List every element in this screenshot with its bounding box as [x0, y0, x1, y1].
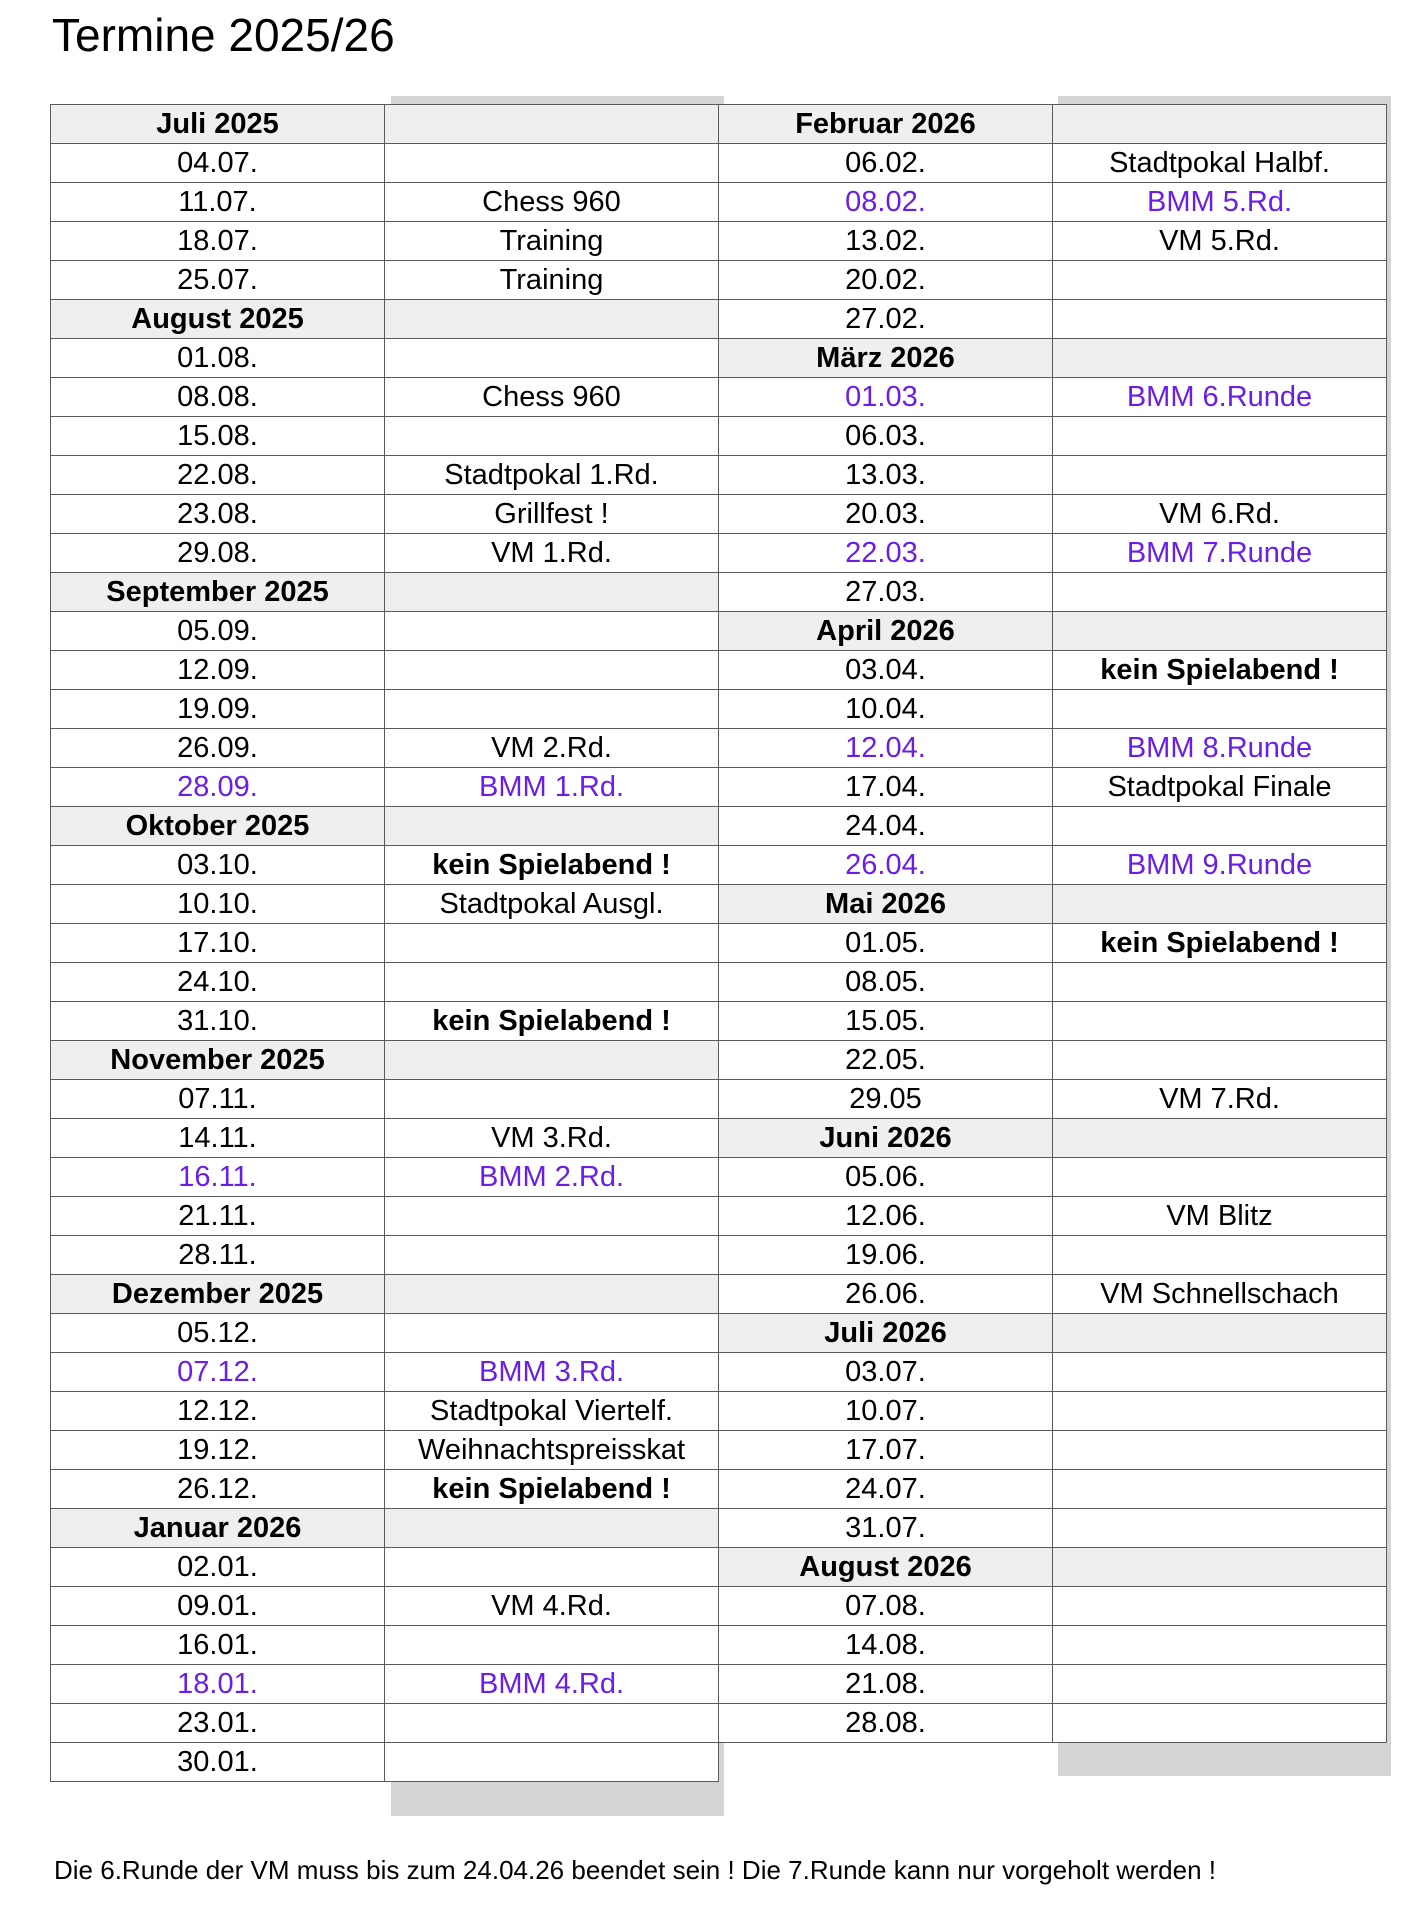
schedule-table-right	[718, 104, 1387, 1743]
event-cell: VM 6.Rd.	[1053, 495, 1387, 534]
event-cell	[1053, 261, 1387, 300]
date-cell: 07.08.	[719, 1587, 1053, 1626]
date-cell: 01.08.	[51, 339, 385, 378]
date-cell: 03.10.	[51, 846, 385, 885]
table-row	[51, 924, 719, 963]
event-cell	[385, 1743, 719, 1782]
date-cell: 04.07.	[51, 144, 385, 183]
table-row	[51, 495, 719, 534]
event-cell: kein Spielabend !	[1053, 924, 1387, 963]
date-cell: 06.03.	[719, 417, 1053, 456]
date-cell: 15.08.	[51, 417, 385, 456]
date-cell: 08.05.	[719, 963, 1053, 1002]
event-cell	[1053, 1626, 1387, 1665]
month-header-row	[719, 612, 1387, 651]
date-cell: 27.03.	[719, 573, 1053, 612]
event-cell	[1053, 1353, 1387, 1392]
event-cell	[1053, 1509, 1387, 1548]
table-row	[719, 1080, 1387, 1119]
event-cell	[385, 339, 719, 378]
event-cell	[385, 300, 719, 339]
month-label: Juni 2026	[719, 1119, 1053, 1158]
event-cell: BMM 3.Rd.	[385, 1353, 719, 1392]
date-cell: 28.08.	[719, 1704, 1053, 1743]
date-cell: 16.01.	[51, 1626, 385, 1665]
event-cell: VM 5.Rd.	[1053, 222, 1387, 261]
event-cell	[385, 1704, 719, 1743]
event-cell	[385, 807, 719, 846]
month-label: August 2025	[51, 300, 385, 339]
event-cell: Training	[385, 222, 719, 261]
table-row	[51, 1236, 719, 1275]
date-cell: 14.11.	[51, 1119, 385, 1158]
schedule-table-left	[50, 104, 719, 1782]
date-cell: 24.07.	[719, 1470, 1053, 1509]
month-header-row	[51, 807, 719, 846]
month-label: März 2026	[719, 339, 1053, 378]
date-cell: 12.06.	[719, 1197, 1053, 1236]
date-cell: 19.06.	[719, 1236, 1053, 1275]
table-row	[51, 1548, 719, 1587]
date-cell: 12.12.	[51, 1392, 385, 1431]
event-cell	[385, 1314, 719, 1353]
table-row	[719, 1470, 1387, 1509]
event-cell: Chess 960	[385, 378, 719, 417]
event-cell	[1053, 339, 1387, 378]
date-cell: 18.01.	[51, 1665, 385, 1704]
date-cell: 27.02.	[719, 300, 1053, 339]
event-cell	[1053, 1392, 1387, 1431]
date-cell: 19.09.	[51, 690, 385, 729]
table-row	[719, 456, 1387, 495]
date-cell: 25.07.	[51, 261, 385, 300]
table-row	[51, 1080, 719, 1119]
month-label: April 2026	[719, 612, 1053, 651]
table-row	[51, 651, 719, 690]
event-cell	[385, 924, 719, 963]
event-cell: VM 4.Rd.	[385, 1587, 719, 1626]
table-row	[719, 1665, 1387, 1704]
table-row	[719, 1509, 1387, 1548]
table-row	[719, 1587, 1387, 1626]
table-row	[719, 495, 1387, 534]
table-row	[719, 1236, 1387, 1275]
date-cell: 03.04.	[719, 651, 1053, 690]
date-cell: 12.04.	[719, 729, 1053, 768]
date-cell: 05.12.	[51, 1314, 385, 1353]
month-label: September 2025	[51, 573, 385, 612]
table-row	[51, 378, 719, 417]
event-cell	[1053, 1665, 1387, 1704]
date-cell: 29.08.	[51, 534, 385, 573]
table-row	[719, 1353, 1387, 1392]
month-header-row	[719, 885, 1387, 924]
date-cell: 01.05.	[719, 924, 1053, 963]
table-row	[719, 222, 1387, 261]
table-row	[51, 1119, 719, 1158]
table-row	[51, 690, 719, 729]
month-label: August 2026	[719, 1548, 1053, 1587]
event-cell	[385, 105, 719, 144]
table-row	[51, 1587, 719, 1626]
date-cell: 22.08.	[51, 456, 385, 495]
event-cell: kein Spielabend !	[385, 846, 719, 885]
month-label: Mai 2026	[719, 885, 1053, 924]
event-cell	[1053, 1548, 1387, 1587]
date-cell: 10.04.	[719, 690, 1053, 729]
event-cell	[385, 1080, 719, 1119]
month-header-row	[719, 1548, 1387, 1587]
table-row	[51, 1626, 719, 1665]
event-cell	[1053, 456, 1387, 495]
month-header-row	[51, 1275, 719, 1314]
page-title: Termine 2025/26	[52, 9, 395, 61]
table-row	[719, 846, 1387, 885]
table-row	[719, 378, 1387, 417]
table-row	[719, 963, 1387, 1002]
month-label: Januar 2026	[51, 1509, 385, 1548]
month-header-row	[51, 1509, 719, 1548]
date-cell: 10.10.	[51, 885, 385, 924]
event-cell: VM 7.Rd.	[1053, 1080, 1387, 1119]
date-cell: 24.10.	[51, 963, 385, 1002]
date-cell: 17.04.	[719, 768, 1053, 807]
event-cell	[385, 417, 719, 456]
table-row	[51, 846, 719, 885]
table-row	[51, 417, 719, 456]
table-row	[719, 261, 1387, 300]
month-header-row	[719, 105, 1387, 144]
table-row	[51, 1392, 719, 1431]
table-row	[719, 1275, 1387, 1314]
date-cell: 26.12.	[51, 1470, 385, 1509]
event-cell	[1053, 1236, 1387, 1275]
date-cell: 16.11.	[51, 1158, 385, 1197]
event-cell	[1053, 963, 1387, 1002]
table-row	[51, 1002, 719, 1041]
date-cell: 17.10.	[51, 924, 385, 963]
date-cell: 02.01.	[51, 1548, 385, 1587]
table-row	[719, 417, 1387, 456]
event-cell: VM 1.Rd.	[385, 534, 719, 573]
date-cell: 13.03.	[719, 456, 1053, 495]
month-header-row	[719, 1314, 1387, 1353]
event-cell: kein Spielabend !	[385, 1470, 719, 1509]
table-row	[719, 729, 1387, 768]
event-cell	[1053, 1158, 1387, 1197]
event-cell	[385, 690, 719, 729]
date-cell: 28.09.	[51, 768, 385, 807]
month-label: Dezember 2025	[51, 1275, 385, 1314]
event-cell: VM Blitz	[1053, 1197, 1387, 1236]
table-row	[719, 573, 1387, 612]
table-row	[51, 729, 719, 768]
event-cell	[385, 1275, 719, 1314]
event-cell	[1053, 1041, 1387, 1080]
table-row	[719, 924, 1387, 963]
table-row	[719, 1002, 1387, 1041]
month-header-row	[51, 105, 719, 144]
date-cell: 12.09.	[51, 651, 385, 690]
table-row	[719, 183, 1387, 222]
table-row	[51, 1665, 719, 1704]
month-label: Juli 2025	[51, 105, 385, 144]
event-cell	[385, 612, 719, 651]
event-cell	[1053, 1587, 1387, 1626]
month-label: November 2025	[51, 1041, 385, 1080]
table-row	[51, 885, 719, 924]
table-row	[51, 1158, 719, 1197]
table-row	[719, 1392, 1387, 1431]
date-cell: 08.02.	[719, 183, 1053, 222]
date-cell: 24.04.	[719, 807, 1053, 846]
table-row	[51, 222, 719, 261]
event-cell	[1053, 1002, 1387, 1041]
table-row	[719, 807, 1387, 846]
month-header-row	[51, 1041, 719, 1080]
date-cell: 26.09.	[51, 729, 385, 768]
event-cell	[385, 1548, 719, 1587]
table-row	[51, 456, 719, 495]
date-cell: 05.06.	[719, 1158, 1053, 1197]
event-cell: Grillfest !	[385, 495, 719, 534]
month-label: Februar 2026	[719, 105, 1053, 144]
event-cell	[1053, 1704, 1387, 1743]
date-cell: 28.11.	[51, 1236, 385, 1275]
event-cell: Stadtpokal Halbf.	[1053, 144, 1387, 183]
month-label: Oktober 2025	[51, 807, 385, 846]
date-cell: 09.01.	[51, 1587, 385, 1626]
month-header-row	[51, 300, 719, 339]
event-cell	[385, 573, 719, 612]
date-cell: 26.04.	[719, 846, 1053, 885]
month-label: Juli 2026	[719, 1314, 1053, 1353]
month-header-row	[719, 1119, 1387, 1158]
event-cell: Stadtpokal 1.Rd.	[385, 456, 719, 495]
date-cell: 29.05	[719, 1080, 1053, 1119]
event-cell: Stadtpokal Finale	[1053, 768, 1387, 807]
event-cell	[1053, 573, 1387, 612]
event-cell: Weihnachtspreisskat	[385, 1431, 719, 1470]
event-cell: kein Spielabend !	[1053, 651, 1387, 690]
date-cell: 14.08.	[719, 1626, 1053, 1665]
event-cell: Training	[385, 261, 719, 300]
date-cell: 17.07.	[719, 1431, 1053, 1470]
event-cell	[385, 144, 719, 183]
table-row	[51, 1743, 719, 1782]
date-cell: 19.12.	[51, 1431, 385, 1470]
table-row	[719, 690, 1387, 729]
event-cell	[385, 1236, 719, 1275]
table-row	[51, 1704, 719, 1743]
event-cell: BMM 6.Runde	[1053, 378, 1387, 417]
date-cell: 20.02.	[719, 261, 1053, 300]
date-cell: 30.01.	[51, 1743, 385, 1782]
table-row	[51, 534, 719, 573]
table-row	[719, 768, 1387, 807]
table-row	[719, 534, 1387, 573]
event-cell	[1053, 1431, 1387, 1470]
table-row	[51, 1197, 719, 1236]
event-cell	[385, 1626, 719, 1665]
event-cell	[1053, 1470, 1387, 1509]
event-cell: BMM 4.Rd.	[385, 1665, 719, 1704]
date-cell: 31.10.	[51, 1002, 385, 1041]
event-cell	[1053, 300, 1387, 339]
table-row	[719, 1431, 1387, 1470]
date-cell: 26.06.	[719, 1275, 1053, 1314]
event-cell: VM Schnellschach	[1053, 1275, 1387, 1314]
table-row	[719, 1626, 1387, 1665]
event-cell: BMM 8.Runde	[1053, 729, 1387, 768]
event-cell	[1053, 807, 1387, 846]
table-row	[51, 768, 719, 807]
date-cell: 06.02.	[719, 144, 1053, 183]
date-cell: 03.07.	[719, 1353, 1053, 1392]
event-cell: VM 2.Rd.	[385, 729, 719, 768]
table-row	[51, 1431, 719, 1470]
month-header-row	[51, 573, 719, 612]
footnote: Die 6.Runde der VM muss bis zum 24.04.26 beendet sein ! Die 7.Runde kann nur vorgeholt werden !	[54, 1855, 1217, 1885]
date-cell: 22.03.	[719, 534, 1053, 573]
event-cell: BMM 2.Rd.	[385, 1158, 719, 1197]
date-cell: 20.03.	[719, 495, 1053, 534]
event-cell	[1053, 105, 1387, 144]
date-cell: 23.01.	[51, 1704, 385, 1743]
event-cell	[1053, 885, 1387, 924]
event-cell	[385, 1197, 719, 1236]
table-row	[51, 1353, 719, 1392]
event-cell	[385, 1509, 719, 1548]
date-cell: 15.05.	[719, 1002, 1053, 1041]
event-cell: BMM 5.Rd.	[1053, 183, 1387, 222]
date-cell: 08.08.	[51, 378, 385, 417]
event-cell: BMM 9.Runde	[1053, 846, 1387, 885]
date-cell: 10.07.	[719, 1392, 1053, 1431]
event-cell: Stadtpokal Viertelf.	[385, 1392, 719, 1431]
month-header-row	[719, 339, 1387, 378]
date-cell: 23.08.	[51, 495, 385, 534]
date-cell: 11.07.	[51, 183, 385, 222]
table-row	[51, 1470, 719, 1509]
table-row	[51, 963, 719, 1002]
event-cell	[1053, 417, 1387, 456]
table-row	[719, 1041, 1387, 1080]
table-row	[51, 183, 719, 222]
event-cell	[1053, 1119, 1387, 1158]
event-cell: Chess 960	[385, 183, 719, 222]
date-cell: 31.07.	[719, 1509, 1053, 1548]
date-cell: 05.09.	[51, 612, 385, 651]
table-row	[51, 261, 719, 300]
table-row	[719, 1197, 1387, 1236]
date-cell: 18.07.	[51, 222, 385, 261]
date-cell: 21.08.	[719, 1665, 1053, 1704]
event-cell: Stadtpokal Ausgl.	[385, 885, 719, 924]
event-cell: VM 3.Rd.	[385, 1119, 719, 1158]
date-cell: 21.11.	[51, 1197, 385, 1236]
table-row	[51, 339, 719, 378]
table-row	[719, 1158, 1387, 1197]
event-cell: BMM 1.Rd.	[385, 768, 719, 807]
table-row	[719, 144, 1387, 183]
date-cell: 07.12.	[51, 1353, 385, 1392]
event-cell	[385, 963, 719, 1002]
table-row	[719, 1704, 1387, 1743]
event-cell	[385, 651, 719, 690]
date-cell: 13.02.	[719, 222, 1053, 261]
table-row	[51, 612, 719, 651]
date-cell: 01.03.	[719, 378, 1053, 417]
date-cell: 07.11.	[51, 1080, 385, 1119]
date-cell: 22.05.	[719, 1041, 1053, 1080]
table-row	[719, 300, 1387, 339]
event-cell	[385, 1041, 719, 1080]
table-row	[719, 651, 1387, 690]
event-cell	[1053, 690, 1387, 729]
event-cell: kein Spielabend !	[385, 1002, 719, 1041]
table-row	[51, 1314, 719, 1353]
table-row	[51, 144, 719, 183]
event-cell	[1053, 1314, 1387, 1353]
event-cell	[1053, 612, 1387, 651]
event-cell: BMM 7.Runde	[1053, 534, 1387, 573]
